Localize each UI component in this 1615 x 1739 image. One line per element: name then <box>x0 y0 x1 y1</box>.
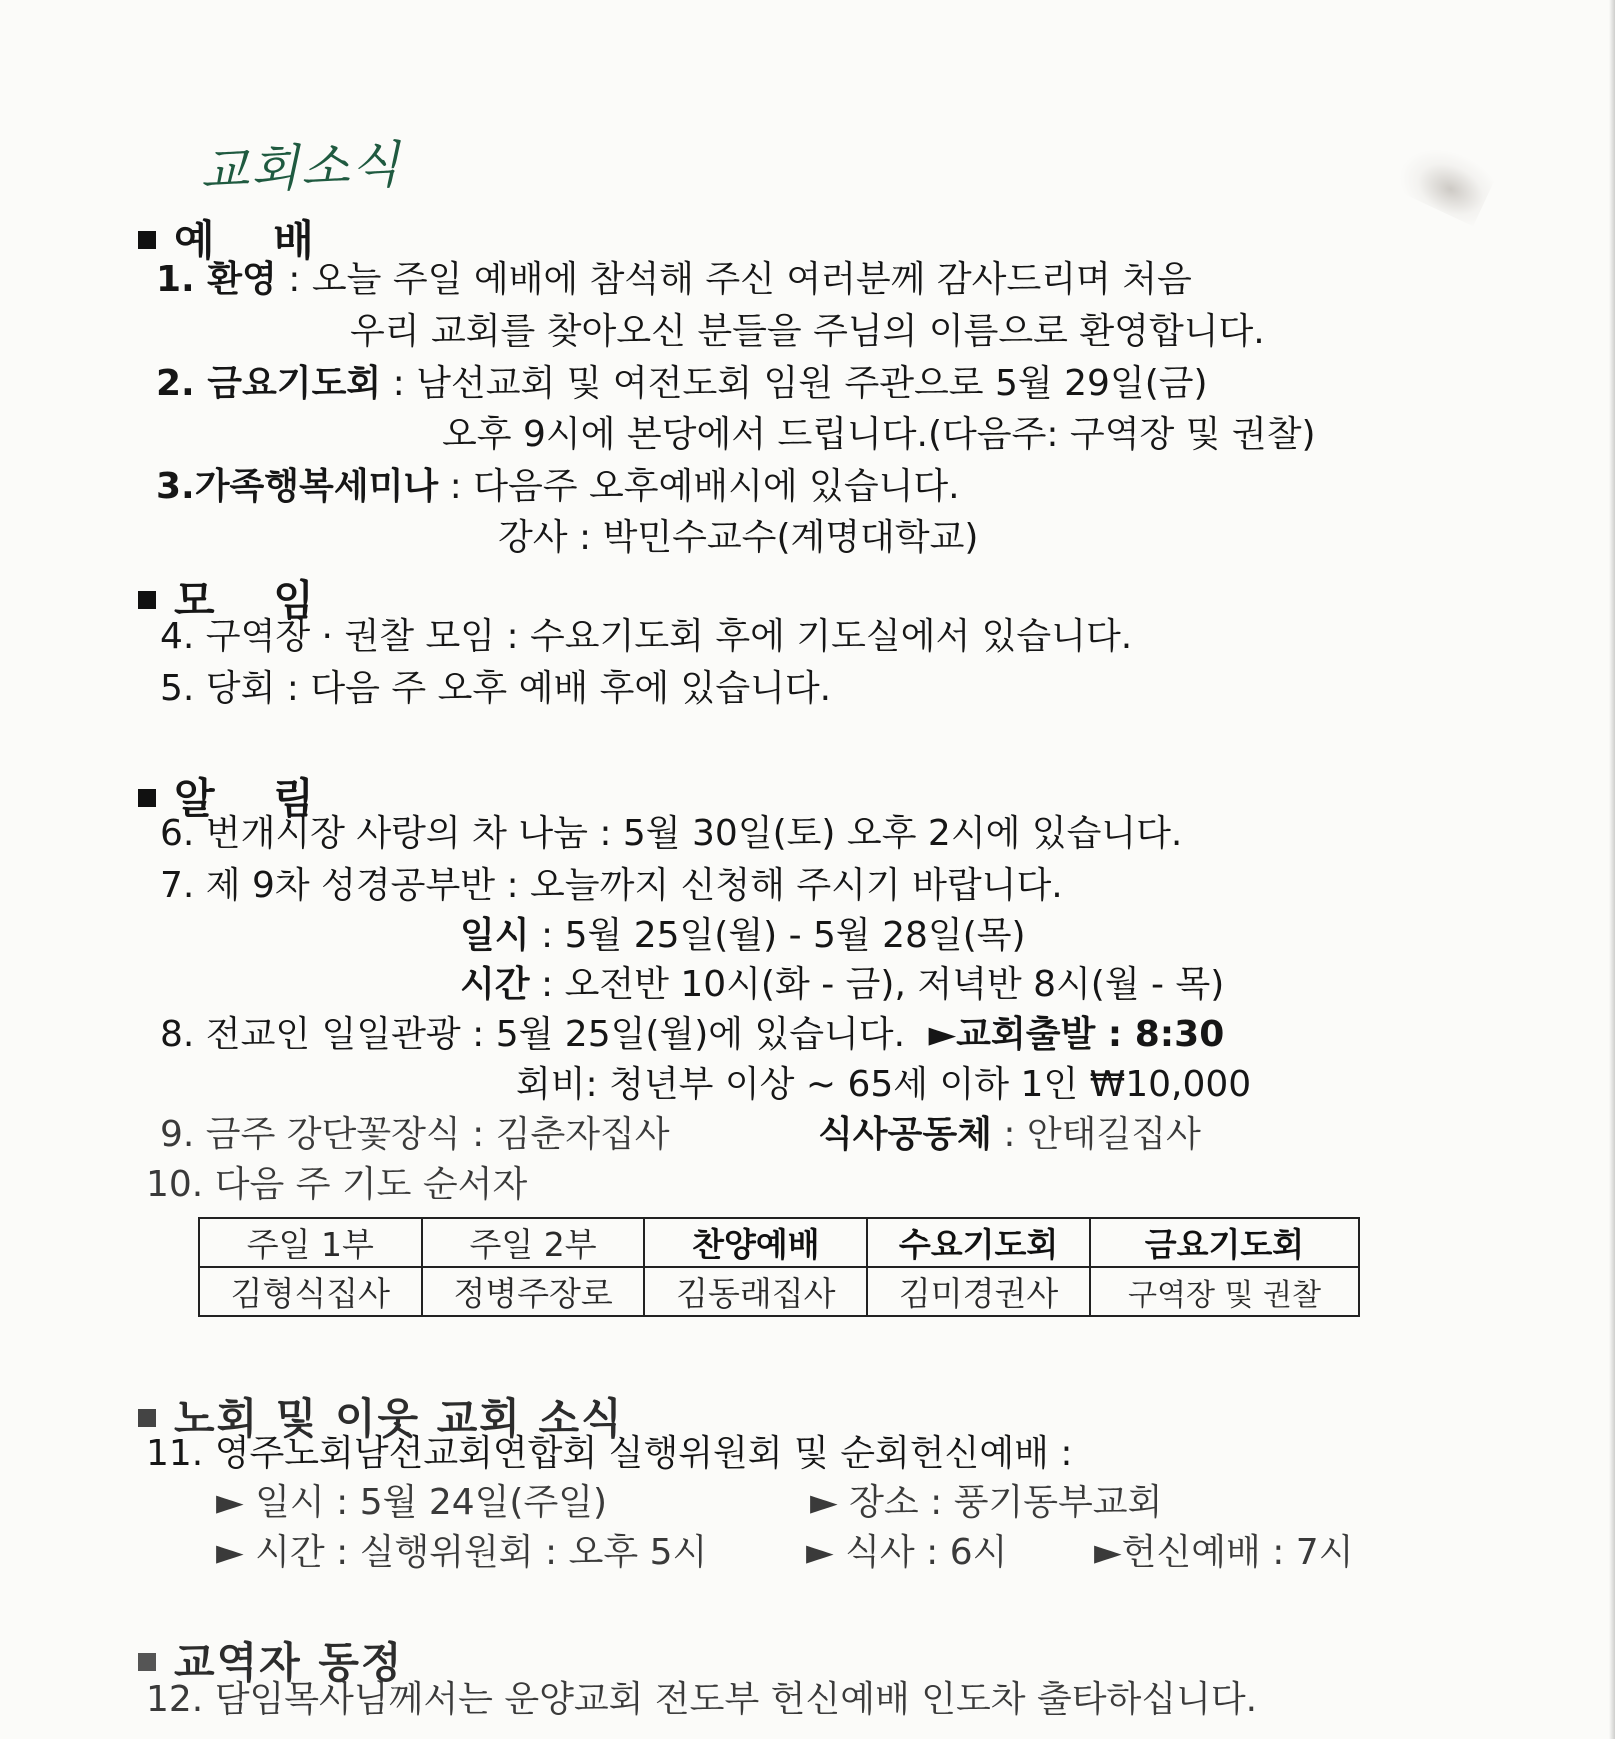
item-11-meal: ► 식사 : 6시 <box>806 1532 1008 1573</box>
item-10: 10. 다음 주 기도 순서자 <box>146 1164 528 1205</box>
prayer-order-table <box>198 1217 1360 1317</box>
table-cell: 김형식집사 <box>199 1267 422 1316</box>
section-heading-ministry: 교역자 동정 <box>138 1630 403 1690</box>
table-header-cell: 수요기도회 <box>867 1218 1090 1267</box>
table-cell: 김미경권사 <box>867 1267 1090 1316</box>
item-8: 8. 전교인 일일관광 : 5월 25일(월)에 있습니다. ►교회출발 : 8:30 <box>160 1014 1225 1055</box>
table-header-cell: 주일 2부 <box>422 1218 645 1267</box>
section-heading-worship: 예 배 <box>138 208 336 268</box>
table-cell: 정병주장로 <box>422 1267 645 1316</box>
item-9-meal: 식사공동체 : 안태길집사 <box>818 1114 1201 1155</box>
item-9: 9. 금주 강단꽃장식 : 김춘자집사 <box>160 1114 670 1155</box>
table-header-cell: 주일 1부 <box>199 1218 422 1267</box>
square-bullet-icon <box>138 1653 156 1671</box>
departure-note: ►교회출발 : 8:30 <box>928 1014 1225 1055</box>
item-11-date: ► 일시 : 5월 24일(주일) <box>216 1482 608 1523</box>
page-edge-shadow <box>1609 0 1615 1739</box>
item-3-cont: 강사 : 박민수교수(계명대학교) <box>498 517 979 558</box>
item-7-date: 일시 : 5월 25일(월) - 5월 28일(목) <box>460 915 1026 956</box>
item-3: 3.가족행복세미나 : 다음주 오후예배시에 있습니다. <box>156 466 960 507</box>
item-1: 1. 환영 : 오늘 주일 예배에 참석해 주신 여러분께 감사드리며 처음 <box>156 259 1192 300</box>
item-11-time: ► 시간 : 실행위원회 : 오후 5시 <box>216 1532 708 1573</box>
item-7-time: 시간 : 오전반 10시(화 - 금), 저녁반 8시(월 - 목) <box>460 964 1225 1005</box>
table-header-cell: 찬양예배 <box>644 1218 867 1267</box>
page-title: 교회소식 <box>199 135 403 201</box>
item-1-cont: 우리 교회를 찾아오신 분들을 주님의 이름으로 환영합니다. <box>350 311 1265 352</box>
item-4: 4. 구역장 · 권찰 모임 : 수요기도회 후에 기도실에서 있습니다. <box>160 616 1133 657</box>
square-bullet-icon <box>138 231 156 249</box>
section-heading-presbytery: 노회 및 이웃 교회 소식 <box>138 1386 624 1446</box>
item-11: 11. 영주노회남선교회연합회 실행위원회 및 순회헌신예배 : <box>146 1433 1073 1474</box>
item-7: 7. 제 9차 성경공부반 : 오늘까지 신청해 주시기 바랍니다. <box>160 865 1063 906</box>
item-2: 2. 금요기도회 : 남선교회 및 여전도회 임원 주관으로 5월 29일(금) <box>156 363 1208 404</box>
square-bullet-icon <box>138 789 156 807</box>
table-row <box>199 1267 1359 1316</box>
item-2-cont: 오후 9시에 본당에서 드립니다.(다음주: 구역장 및 권찰) <box>442 414 1316 455</box>
item-11-place: ► 장소 : 풍기동부교회 <box>810 1482 1163 1523</box>
item-12: 12. 담임목사님께서는 운양교회 전도부 헌신예배 인도차 출타하십니다. <box>146 1679 1258 1720</box>
item-5: 5. 당회 : 다음 주 오후 예배 후에 있습니다. <box>160 668 832 709</box>
item-6: 6. 번개시장 사랑의 차 나눔 : 5월 30일(토) 오후 2시에 있습니다. <box>160 813 1183 854</box>
table-cell: 구역장 및 권찰 <box>1090 1267 1359 1316</box>
item-11-service: ►헌신예배 : 7시 <box>1094 1532 1354 1573</box>
section-heading-notice: 알 림 <box>138 766 336 826</box>
table-cell: 김동래집사 <box>644 1267 867 1316</box>
square-bullet-icon <box>138 1409 156 1427</box>
item-8-cont: 회비: 청년부 이상 ~ 65세 이하 1인 ₩10,000 <box>516 1064 1252 1105</box>
section-heading-meeting: 모 임 <box>138 568 336 628</box>
table-header-row <box>199 1218 1359 1267</box>
square-bullet-icon <box>138 591 156 609</box>
paper-smudge <box>1392 134 1499 226</box>
table-header-cell: 금요기도회 <box>1090 1218 1359 1267</box>
